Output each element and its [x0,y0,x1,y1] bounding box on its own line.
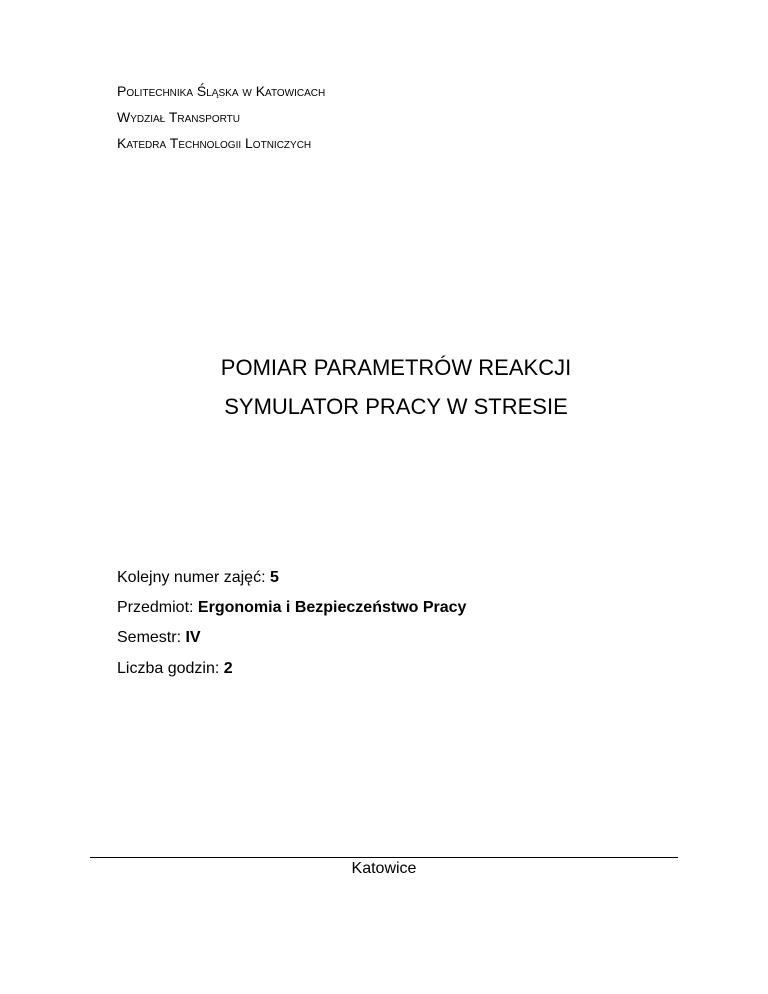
semester-label: Semestr: [117,629,186,646]
semester-row [117,629,201,647]
footer-divider [90,857,678,858]
semester-value: IV [185,629,201,646]
faculty-name: Wydział Transportu [117,109,241,125]
class-number-label: Kolejny numer zajęć: [117,569,270,586]
hours-label: Liczba godzin: [117,660,224,677]
subject-row [117,599,466,617]
footer-city: Katowice [351,860,417,877]
subject-value: Ergonomia i Bezpieczeństwo Pracy [197,599,467,616]
hours-row [117,660,233,678]
department-name: Katedra Technologii Lotniczych [117,135,312,151]
class-number-value: 5 [269,569,279,586]
document-title-line-2: SYMULATOR PRACY W STRESIE [224,394,568,419]
class-number-row [117,569,279,587]
hours-value: 2 [223,660,233,677]
university-name: Politechnika Śląska w Katowicach [117,83,326,99]
subject-label: Przedmiot: [117,599,198,616]
document-title-line-1: POMIAR PARAMETRÓW REAKCJI [220,355,572,380]
